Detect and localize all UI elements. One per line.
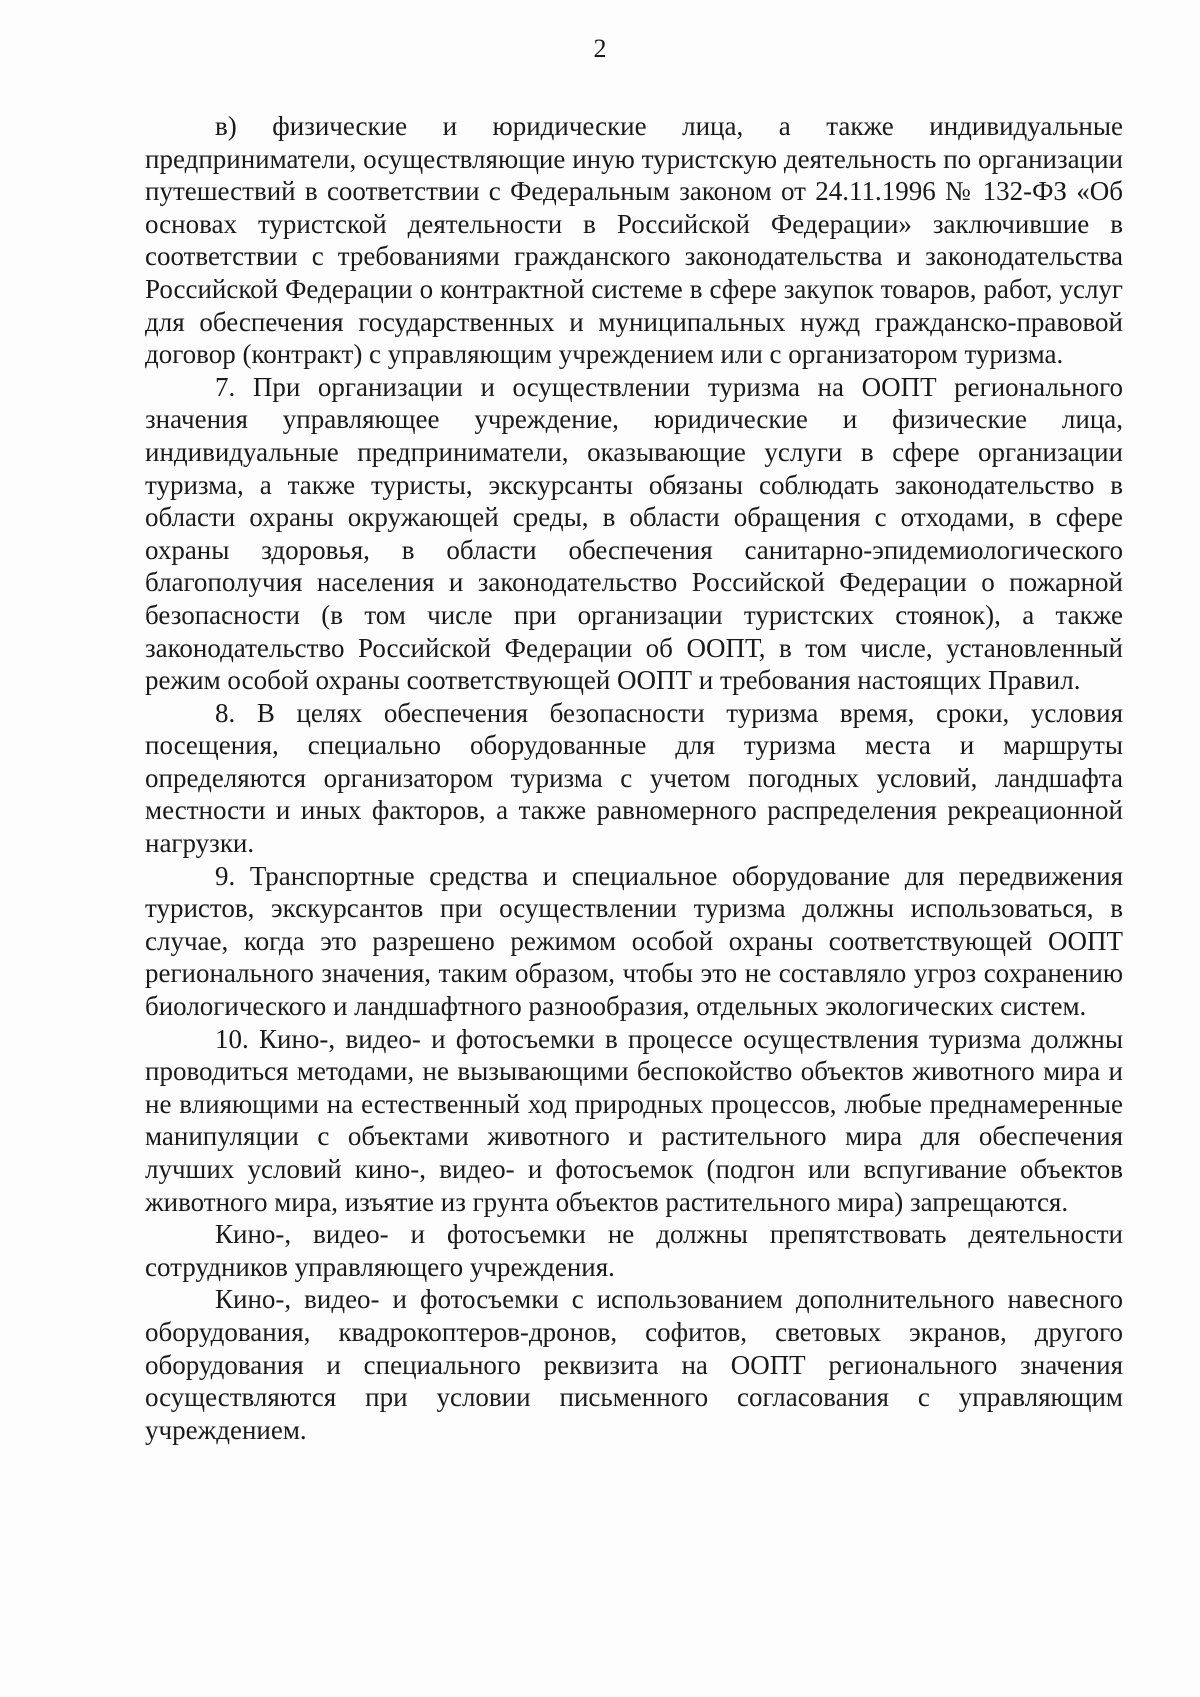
paragraph-item-9: 9. Транспортные средства и специальное оборудование для передвижения туристов, экскурсантов при осуществлении туризма должны использоваться, в случае, когда это разрешено режимом особой охраны соответствующей ООПТ регионального значения, таким образом, чтобы это не составляло угроз сохранению биологического и ландшафтного разнообразия, отдельных экологических систем.	[145, 860, 1123, 1022]
page-number: 2	[593, 34, 607, 63]
paragraph-subitem-v: в) физические и юридические лица, а также индивидуальные предприниматели, осуществляющие иную туристскую деятельность по организации путешествий в соответствии с Федеральным законом от 24.11.1996 № 132-ФЗ «Об основах туристской деятельности в Российской Федерации» заключившие в соответствии с требованиями гражданского законодательства и законодательства Российской Федерации о контрактной системе в сфере закупок товаров, работ, услуг для обеспечения государственных и муниципальных нужд гражданско-правовой договор (контракт) с управляющим учреждением или с организатором туризма.	[145, 111, 1123, 370]
document-body	[145, 110, 1123, 1446]
paragraph-item-8: 8. В целях обеспечения безопасности туризма время, сроки, условия посещения, специально оборудованные для туризма места и маршруты определяются организатором туризма с учетом погодных условий, ландшафта местности и иных факторов, а также равномерного распределения рекреационной нагрузки.	[145, 697, 1123, 859]
paragraph-item-10: 10. Кино-, видео- и фотосъемки в процессе осуществления туризма должны проводиться методами, не вызывающими беспокойство объектов животного мира и не влияющими на естественный ход природных процессов, любые преднамеренные манипуляции с объектами животного и растительного мира для обеспечения лучших условий кино-, видео- и фотосъемок (подгон или вспугивание объектов животного мира, изъятие из грунта объектов растительного мира) запрещаются.	[145, 1023, 1123, 1217]
paragraph-item-10-part-2: Кино-, видео- и фотосъемки не должны препятствовать деятельности сотрудников управляющего учреждения.	[145, 1219, 1123, 1282]
paragraph-item-7: 7. При организации и осуществлении туризма на ООПТ регионального значения управляющее учреждение, юридические и физические лица, индивидуальные предприниматели, оказывающие услуги в сфере организации туризма, а также туристы, экскурсанты обязаны соблюдать законодательство в области охраны окружающей среды, в области обращения с отходами, в сфере охраны здоровья, в области обеспечения санитарно-эпидемиологического благополучия населения и законодательство Российской Федерации о пожарной безопасности (в том числе при организации туристских стоянок), а также законодательство Российской Федерации об ООПТ, в том числе, установленный режим особой охраны соответствующей ООПТ и требования настоящих Правил.	[145, 371, 1123, 696]
paragraph-item-10-part-3: Кино-, видео- и фотосъемки с использованием дополнительного навесного оборудования, квадрокоптеров-дронов, софитов, световых экранов, другого оборудования и специального реквизита на ООПТ регионального значения осуществляются при условии письменного согласования с управляющим учреждением.	[145, 1284, 1123, 1445]
